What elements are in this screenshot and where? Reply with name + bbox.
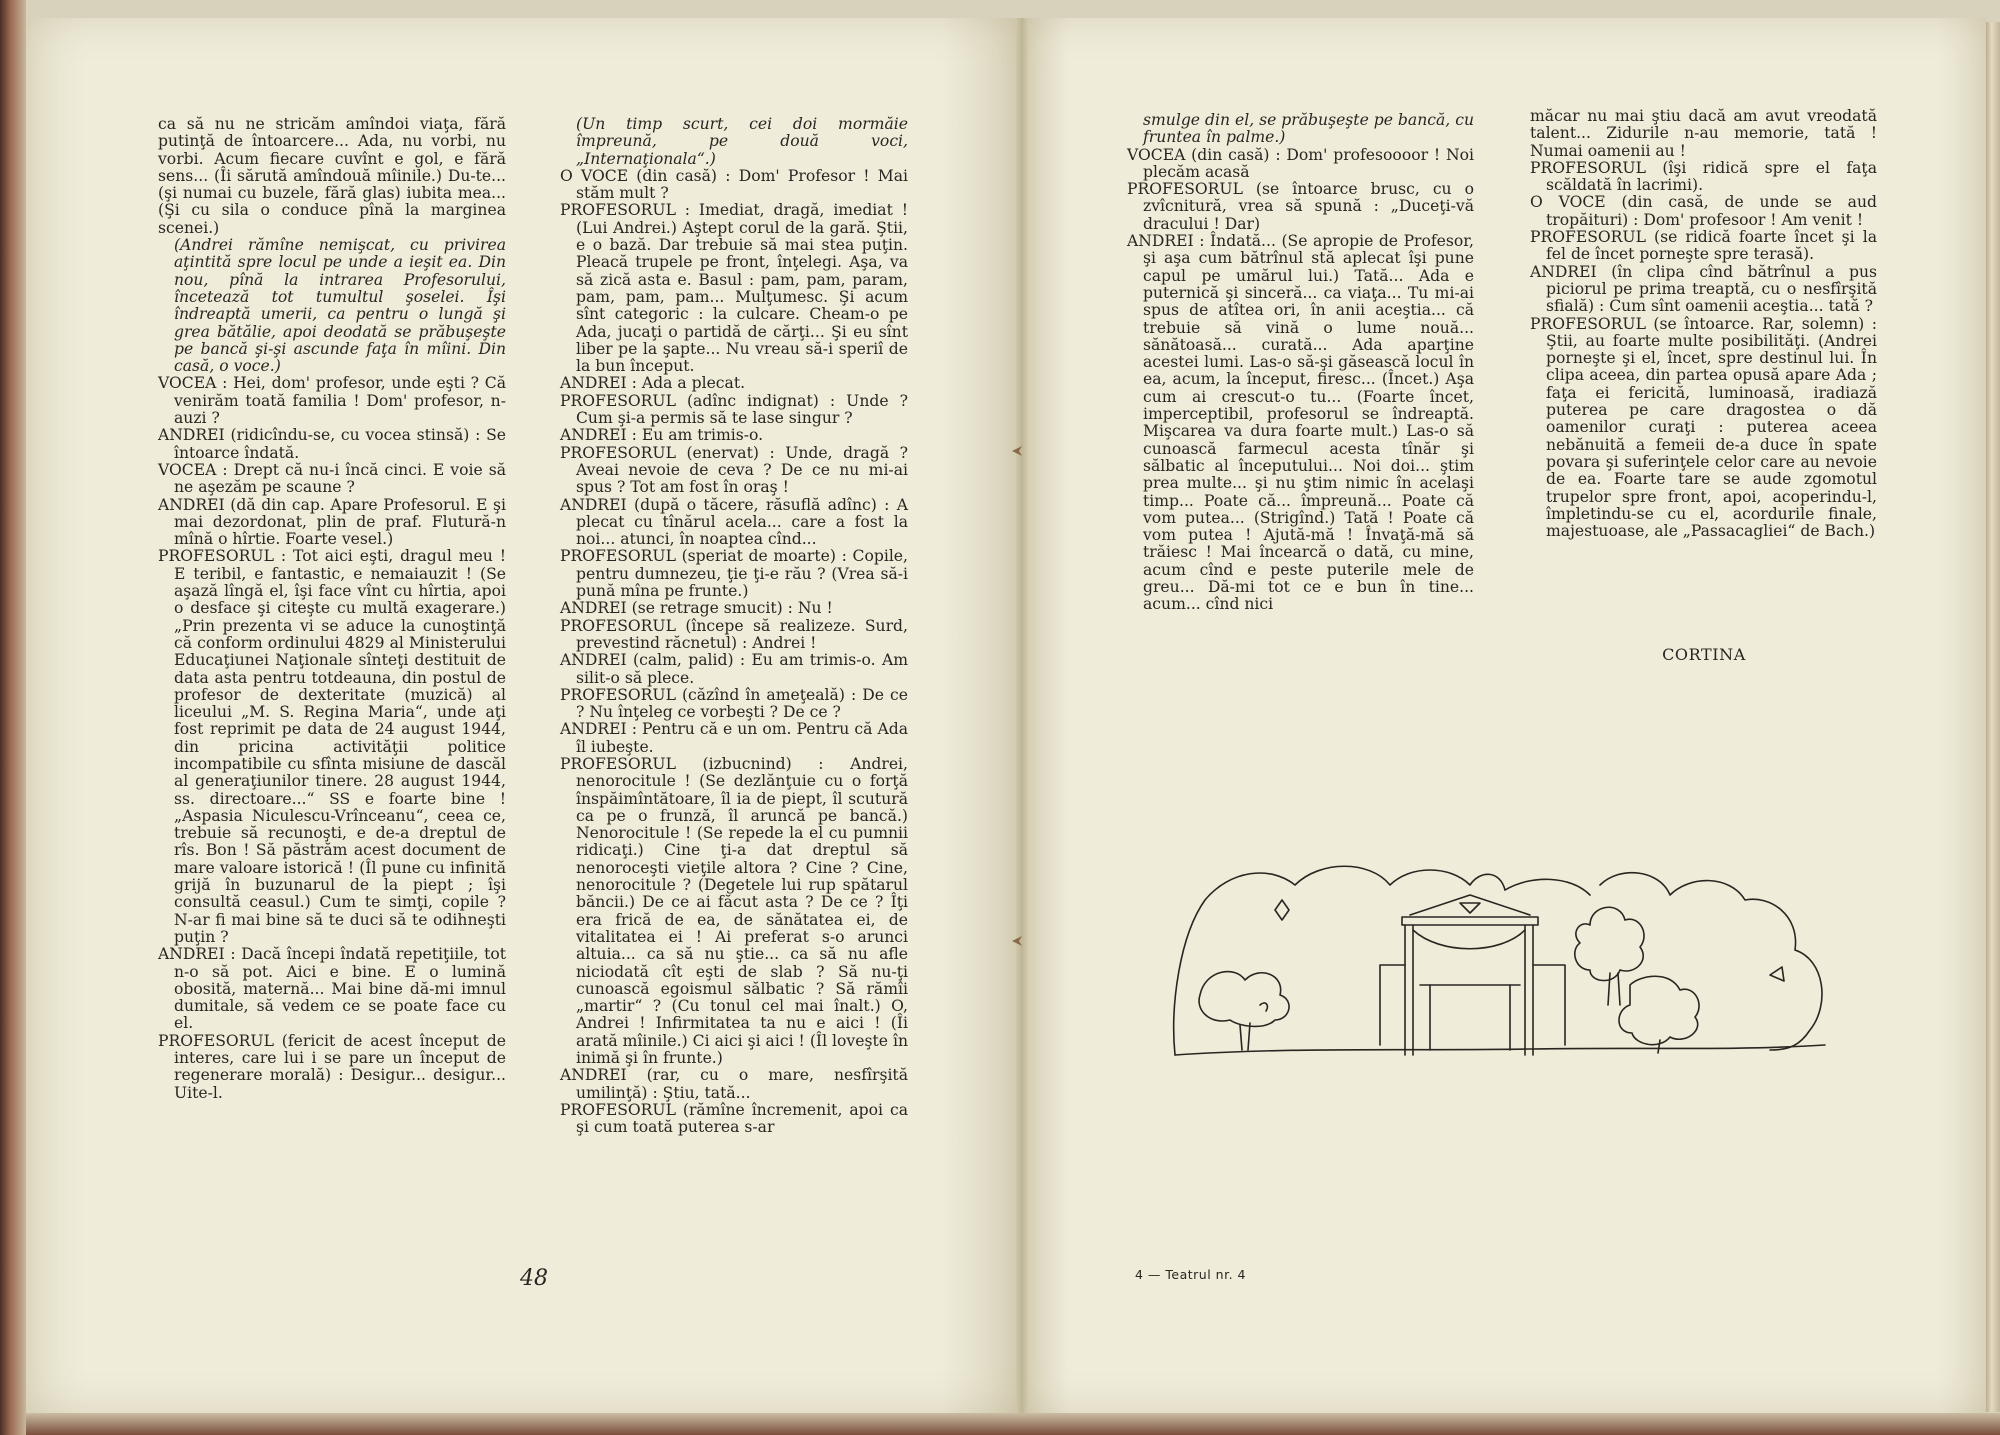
text-paragraph: măcar nu mai ştiu dacă am avut vreodată talent... Zidurile n-au memorie, tată ! Numai oamenii au ! [1530,107,1877,160]
dialogue-line: ANDREI (după o tăcere, răsuflă adînc) : A plecat cu tînărul acela... care a fost la noi... atunci, în noaptea cînd... [560,495,908,549]
dialogue-line: ANDREI (rar, cu o mare, nesfîrşită umilinţă) : Ştiu, tată... [560,1066,908,1102]
dialogue-line: ANDREI (în clipa cînd bătrînul a pus piciorul pe prima treaptă, cu o nesfîrşită sfială) : Cum sînt oamenii aceştia... tată ? [1530,262,1877,316]
dialogue-line: PROFESORUL (începe să realizeze. Surd, prevestind răcnetul) : Andrei ! [560,616,908,652]
book-bottom-edge [26,1413,2000,1435]
dialogue-line: O VOCE (din casă) : Dom' Profesor ! Mai stăm mult ? [560,166,908,203]
dialogue-line: ANDREI (dă din cap. Apare Profesorul. E şi mai dezordonat, plin de praf. Flutură-n mînă o hîrtie. Foarte vesel.) [158,495,506,549]
dialogue-line: ANDREI : Eu am trimis-o. [560,426,764,445]
dialogue-line: PROFESORUL (rămîne încremenit, apoi ca şi cum toată puterea s-ar [560,1100,908,1137]
stage-direction: (Andrei rămîne nemişcat, cu privirea aţintită spre locul pe unde a ieşit ea. Din nou, pînă la intrarea Profesorului, încetează tot tumultul şoselei. Îşi îndreaptă umerii, ca pentru o lungă şi grea bătălie, apoi deodată se prăbuşeşte pe bancă şi-şi ascunde faţa în mîini. Din casă, o voce.) [174,236,506,376]
dialogue-line: VOCEA : Drept că nu-i încă cinci. E voie să ne aşezăm pe scaune ? [158,460,506,497]
binding-thread-icon [1010,444,1024,458]
stage-direction: (Un timp scurt, cei doi mormăie împreună, pe două voci, „Internaţionala“.) [576,115,908,168]
dialogue-line: PROFESORUL (se întoarce. Rar, solemn) : Ştii, au foarte multe posibilităţi. (Andrei porneşte şi el, încet, spre destinul lui. În clipa aceea, din partea opusă apare Ada ; faţa ei fericită, luminoasă, iradiază puterea pe care dragostea o dă oamenilor curaţi : puterea aceea nebănuită a femeii de-a duce în spate povara şi suferinţele celor care au nevoie de ea. Foarte tare se aude zgomotul trupelor spre front, apoi, acoperindu-l, împletindu-se cu el, acordurile finale, majestuoase, ale „Passacagliei“ de Bach.) [1530,314,1877,541]
binding-thread-icon [1010,934,1024,948]
book-cover-edge [0,0,26,1435]
book-right-edge [1986,22,2000,1412]
dialogue-line: ANDREI : Pentru că e un om. Pentru că Ada îl iubeşte. [560,720,908,756]
book-gutter [1016,18,1028,1413]
dialogue-line: PROFESORUL (speriat de moarte) : Copile, pentru dumnezeu, ţie ţi-e rău ? (Vrea să-i pună mîna pe frunte.) [560,547,908,601]
dialogue-line: ANDREI (ridicîndu-se, cu vocea stinsă) : Se întoarce îndată. [158,426,506,462]
stage-direction: smulge din el, se prăbuşeşte pe bancă, cu fruntea în palme.) [1143,111,1474,147]
dialogue-line: PROFESORUL (căzînd în ameţeală) : De ce ? Nu înţeleg ce vorbeşti ? De ce ? [560,685,908,722]
dialogue-line: ANDREI : Dacă începi îndată repetiţiile, tot n-o să pot. Aici e bine. E o lumină obosită, maternă... Mai bine dă-mi imnul dumitale, să vedem ce se poate face cu el. [158,945,506,1033]
dialogue-line: PROFESORUL (adînc indignat) : Unde ? Cum şi-a permis să te lase singur ? [560,391,908,428]
left-column-1 [158,116,506,1102]
stage-set-drawing-icon [1170,855,1830,1070]
dialogue-line: ANDREI : Îndată... (Se apropie de Profesor, şi aşa cum bătrînul stă aplecat îşi pune capul pe umărul lui.) Tată... Ada e puternică şi sinceră... ca viaţa... Tu mi-ai spus de atîtea ori, în anii aceştia... că trebuie să vină o lume nouă... sănătoasă... curată... Ada aparţine acestei lumi. Las-o să-şi găsească locul în ea, acum, la început, firesc... (Încet.) Aşa cum ai crescut-o tu... (Foarte încet, imperceptibil, profesorul se îndreaptă. Mişcarea va dura foarte mult.) Las-o să cunoască farmecul acesta tînăr şi sălbatic al începutului... Noi doi... ştim prea multe... şi nu ştim nimic în acelaşi timp... Poate că... împreună... Poate că vom putea... (Strigînd.) Tată ! Poate că vom putea ! Ajută-mă ! Învaţă-mă să trăiesc ! Mai încearcă o dată, cu mine, acum cînd e peste puterile mele de greu... Dă-mi tot ce e bun în tine... acum... cînd nici [1127,232,1474,614]
dialogue-line: PROFESORUL (se întoarce brusc, cu o zvîcnitură, vrea să spună : „Duceţi-vă dracului ! Dar) [1127,180,1474,233]
dialogue-line: PROFESORUL (fericit de acest început de interes, care lui i se pare un început de regenerare morală) : Desigur... desigur... Uite-l. [158,1031,506,1102]
dialogue-line: ANDREI (se retrage smucit) : Nu ! [560,599,833,618]
dialogue-line: PROFESORUL : Tot aici eşti, dragul meu ! E teribil, e fantastic, e nemaiauzit ! (Se aşază lîngă el, îşi face vînt cu hîrtia, apoi o desface şi citeşte cu multă exagerare.) „Prin prezenta vi se aduce la cunoştinţă că conform ordinului 4829 al Ministerului Educaţiunei Naţionale sînteţi destituit de data asta pentru totdeauna, din postul de profesor de dexteritate (muzică) al liceului „M. S. Regina Maria“, unde aţi fost reprimit pe data de 24 august 1944, din pricina activităţii politice incompatibile cu sfînta misiune de dascăl al generaţiunilor tinere. 28 august 1944, ss. directoare...“ SS e foarte bine ! „Aspasia Niculescu-Vrînceanu“, ceea ce, trebuie să recunoşti, e de-a dreptul de rîs. Bon ! Să păstrăm acest document de mare valoare istorică ! (Îl pune cu infinită grijă în buzunarul de la piept ; îşi consultă ceasul.) Cum te simţi, copile ? N-ar fi mai bine să te duci să te odihneşti puţin ? [158,547,506,946]
dialogue-line: ANDREI : Ada a plecat. [560,374,746,393]
dialogue-line: VOCEA : Hei, dom' profesor, unde eşti ? Că venirăm toată familia ! Dom' profesor, n-auzi ? [158,374,506,428]
dialogue-line: PROFESORUL : Imediat, dragă, imediat ! (Lui Andrei.) Aştept corul de la gară. Ştii, e o bază. Dar trebuie să mai stea puţin. Pleacă trupele pe front, înţelegi. Aşa, va să zică asta e. Basul : pam, pam, param, pam, pam, pam... Mulţumesc. Şi acum sînt categoric : la culcare. Cheam-o pe Ada, jucaţi o partidă de cărţi... Şi eu sînt liber pe la şapte... Nu vreau să-i speriî de la bun început. [560,201,908,376]
left-column-2 [560,116,908,1137]
dialogue-line: O VOCE (din casă, de unde se aud tropăituri) : Dom' profesoor ! Am venit ! [1530,193,1877,229]
text-paragraph: ca să nu ne stricăm amîndoi viaţa, fără putinţă de întoarcere... Ada, nu vorbi, nu vorbi. Acum fiecare cuvînt e gol, e fără sens... (Îi sărută amîndouă mîinile.) Du-te... (şi numai cu buzele, fără glas) iubita mea... (Şi cu sila o conduce pînă la marginea scenei.) [158,115,506,237]
dialogue-line: ANDREI (calm, palid) : Eu am trimis-o. Am silit-o să plece. [560,651,908,687]
dialogue-line: PROFESORUL (enervat) : Unde, dragă ? Aveai nevoie de ceva ? De ce nu mi-ai spus ? Tot am fost în oraş ! [560,443,908,497]
dialogue-line: PROFESORUL (îşi ridică spre el faţa scăldată în lacrimi). [1530,158,1877,195]
right-column-1 [1127,112,1474,614]
dialogue-line: PROFESORUL (izbucnind) : Andrei, nenorocitule ! (Se dezlănţuie cu o forţă înspăimîntătoare, îl ia de piept, îl scutură ca pe o frunză, îl aruncă pe bancă.) Nenorocitule ! (Se repede la el cu pumnii ridicaţi.) Cine ţi-a dat dreptul să nenoroceşti vieţile altora ? Cine ? Cine, nenorocitule ? (Degetele lui rup spătarul băncii.) De ce ai făcut asta ? De ce ? Îţi era frică de ea, de sănătatea ei, de vitalitatea ei ! Ai preferat s-o arunci altuia... ca să nu ştie... ca să nu afle niciodată cît eşti de slab ? Să nu-ţi cunoască egoismul sălbatic ? Să rămîi „martir“ ? (Cu tonul cel mai înalt.) O, Andrei ! Infirmitatea ta nu e aici ! (Îi arată mîinile.) Ci aici şi aici ! (Îl loveşte în inimă şi în frunte.) [560,754,908,1068]
page-footer: 4 — Teatrul nr. 4 [1135,1267,1246,1282]
curtain-label: CORTINA [1662,645,1746,664]
dialogue-line: PROFESORUL (se ridică foarte încet şi la fel de încet porneşte spre terasă). [1530,228,1877,264]
right-column-2 [1530,108,1877,540]
page-number: 48 [520,1266,548,1291]
dialogue-line: VOCEA (din casă) : Dom' profesoooor ! Noi plecăm acasă [1127,145,1474,181]
